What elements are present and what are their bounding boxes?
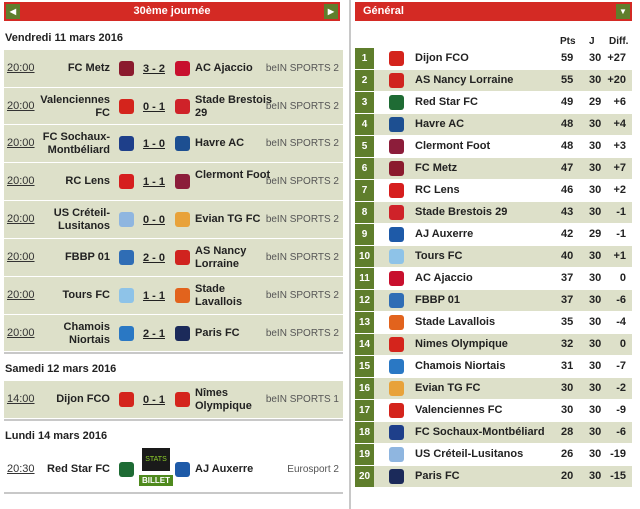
arrow-left-icon[interactable]: ◀	[6, 4, 20, 19]
rank-badge: 16	[355, 378, 374, 399]
rank-badge: 19	[355, 444, 374, 465]
home-team-badge-icon	[119, 174, 134, 189]
standings-row[interactable]	[355, 158, 632, 180]
score-link[interactable]: 1 - 0	[142, 138, 165, 150]
team-crest-icon	[389, 249, 404, 264]
played: 29	[589, 228, 602, 240]
played: 30	[589, 74, 602, 86]
home-team[interactable]: Red Star FC	[47, 463, 110, 475]
score-link[interactable]: 2 - 0	[142, 252, 165, 264]
points: 49	[561, 96, 574, 108]
team-name-link[interactable]: Tours FC	[415, 250, 463, 262]
team-crest-icon	[389, 227, 404, 242]
away-team-badge-icon	[175, 212, 190, 227]
standings-column-headers	[355, 33, 640, 48]
match-row[interactable]	[4, 277, 343, 315]
col-pts[interactable]: Pts	[560, 36, 576, 47]
away-team[interactable]: Stade Brestois 29	[195, 93, 273, 119]
rank-badge: 13	[355, 312, 374, 333]
team-name-link[interactable]: FC Metz	[415, 162, 458, 174]
team-crest-icon	[389, 117, 404, 132]
away-team[interactable]: AJ Auxerre	[195, 463, 254, 475]
standings-row[interactable]	[355, 180, 632, 202]
team-name-link[interactable]: AC Ajaccio	[415, 272, 473, 284]
away-team[interactable]: AS Nancy Lorraine	[195, 245, 247, 270]
score-link[interactable]: 0 - 0	[142, 214, 165, 226]
points: 32	[561, 338, 574, 350]
rank-badge: 15	[355, 356, 374, 377]
team-crest-icon	[389, 337, 404, 352]
home-team[interactable]: FC Metz	[67, 62, 110, 74]
match-time-link[interactable]: 20:30	[7, 463, 35, 475]
score-link[interactable]: 2 - 1	[142, 327, 165, 340]
rank-badge: 6	[355, 158, 374, 179]
score-link[interactable]: 0 - 1	[142, 394, 165, 406]
rank-badge: 12	[355, 290, 374, 311]
match-time-link[interactable]: 20:00	[7, 175, 35, 187]
day-separator	[4, 492, 343, 494]
match-row[interactable]	[4, 201, 343, 239]
team-name-link[interactable]: Stade Brestois 29	[415, 206, 508, 218]
rank-badge: 10	[355, 246, 374, 267]
standings-row[interactable]	[355, 378, 632, 400]
match-time-link[interactable]: 20:00	[7, 289, 35, 301]
home-team-badge-icon	[119, 61, 134, 76]
team-crest-icon	[389, 447, 404, 462]
played: 30	[589, 206, 602, 218]
points: 26	[561, 448, 574, 460]
goal-diff: -19	[610, 448, 626, 460]
team-name-link[interactable]: Chamois Niortais	[415, 360, 506, 372]
match-time-link[interactable]: 20:00	[7, 62, 35, 74]
played: 30	[589, 360, 602, 372]
home-team[interactable]: FBBP 01	[64, 251, 110, 263]
played: 30	[589, 448, 602, 460]
away-team-badge-icon	[175, 288, 190, 303]
standings-table	[355, 48, 640, 488]
points: 30	[561, 382, 574, 394]
points: 40	[561, 250, 574, 262]
home-team-badge-icon	[119, 288, 134, 303]
goal-diff: +2	[613, 184, 626, 196]
goal-diff: 0	[619, 272, 626, 284]
away-team-badge-icon	[175, 462, 190, 477]
team-name-link[interactable]: FBBP 01	[415, 294, 461, 306]
team-crest-icon	[389, 95, 404, 110]
team-name-link[interactable]: Havre AC	[415, 118, 465, 130]
tv-channel: beIN SPORTS 2	[265, 290, 339, 301]
standings-title: Général	[363, 5, 404, 17]
goal-diff: +3	[613, 140, 626, 152]
home-team-badge-icon	[119, 99, 134, 114]
rank-badge: 3	[355, 92, 374, 113]
fixtures-list	[0, 32, 346, 494]
score-link[interactable]: 0 - 1	[142, 100, 165, 113]
day-label: Vendredi 11 mars 2016	[5, 32, 124, 44]
team-crest-icon	[389, 381, 404, 396]
standings-row[interactable]	[355, 400, 632, 422]
goal-diff: -6	[616, 426, 626, 438]
standings-row[interactable]	[355, 466, 632, 488]
goal-diff: -6	[616, 294, 626, 306]
points: 37	[561, 294, 574, 306]
day-label: Samedi 12 mars 2016	[5, 363, 117, 375]
standings-panel	[355, 0, 640, 509]
rank-badge: 14	[355, 334, 374, 355]
standings-row[interactable]	[355, 312, 632, 334]
standings-row[interactable]	[355, 136, 632, 158]
match-time-link[interactable]: 14:00	[7, 393, 35, 405]
score-link[interactable]: 1 - 1	[142, 290, 165, 302]
away-team[interactable]: Evian TG FC	[195, 213, 261, 225]
home-team[interactable]: RC Lens	[65, 175, 110, 187]
rank-badge: 9	[355, 224, 374, 245]
round-title: 30ème journée	[133, 5, 211, 17]
standings-row[interactable]	[355, 114, 632, 136]
fixtures-header	[4, 2, 340, 21]
match-row[interactable]	[4, 88, 343, 125]
match-row[interactable]	[4, 315, 343, 352]
away-team[interactable]: Clermont Foot	[195, 169, 271, 181]
tv-channel: beIN SPORTS 2	[265, 100, 339, 112]
rank-badge: 8	[355, 202, 374, 223]
goal-diff: -15	[610, 470, 626, 482]
stats-button[interactable]: STATS	[142, 448, 170, 471]
team-crest-icon	[389, 205, 404, 220]
points: 46	[561, 184, 574, 196]
away-team-badge-icon	[175, 250, 190, 265]
team-crest-icon	[389, 183, 404, 198]
goal-diff: +27	[607, 52, 626, 64]
rank-badge: 11	[355, 268, 374, 289]
points: 37	[561, 272, 574, 284]
score-link[interactable]: 3 - 2	[142, 63, 165, 75]
home-team-badge-icon	[119, 462, 134, 477]
away-team-badge-icon	[175, 326, 190, 341]
team-name-link[interactable]: Evian TG FC	[415, 382, 481, 394]
rank-badge: 20	[355, 466, 374, 487]
match-time-link[interactable]: 20:00	[7, 213, 35, 225]
rank-badge: 1	[355, 48, 374, 69]
team-crest-icon	[389, 469, 404, 484]
tv-channel: beIN SPORTS 1	[265, 394, 339, 405]
team-name-link[interactable]: AS Nancy Lorraine	[415, 74, 514, 86]
standings-row[interactable]	[355, 224, 632, 246]
tv-channel: beIN SPORTS 2	[265, 63, 339, 74]
match-time-link[interactable]: 20:00	[7, 326, 35, 339]
played: 30	[589, 382, 602, 394]
standings-row[interactable]	[355, 48, 632, 70]
away-team[interactable]: AC Ajaccio	[195, 62, 253, 74]
away-team[interactable]: Stade Lavallois	[195, 283, 243, 308]
home-team[interactable]: Dijon FCO	[56, 393, 110, 405]
chevron-down-icon[interactable]: ▼	[616, 4, 630, 19]
points: 47	[561, 162, 574, 174]
rank-badge: 7	[355, 180, 374, 201]
goal-diff: -4	[616, 316, 626, 328]
away-team[interactable]: Havre AC	[195, 137, 245, 149]
points: 30	[561, 404, 574, 416]
tv-channel: beIN SPORTS 2	[265, 214, 339, 225]
match-row[interactable]	[4, 381, 343, 419]
points: 35	[561, 316, 574, 328]
tv-channel: Eurosport 2	[287, 464, 339, 475]
away-team-badge-icon	[175, 174, 190, 189]
home-team[interactable]: Valenciennes FC	[40, 93, 110, 119]
match-time-link[interactable]: 20:00	[7, 99, 35, 112]
match-row[interactable]	[4, 448, 343, 492]
away-team[interactable]: Nîmes Olympique	[195, 387, 252, 412]
goal-diff: -7	[616, 360, 626, 372]
rank-badge: 4	[355, 114, 374, 135]
goal-diff: -1	[616, 228, 626, 240]
match-row[interactable]	[4, 163, 343, 201]
team-name-link[interactable]: AJ Auxerre	[415, 228, 474, 240]
away-team-badge-icon	[175, 392, 190, 407]
played: 29	[589, 96, 602, 108]
rank-badge: 17	[355, 400, 374, 421]
played: 30	[589, 250, 602, 262]
goal-diff: -9	[616, 404, 626, 416]
ticket-button[interactable]: BILLET	[139, 475, 173, 486]
goal-diff: +20	[607, 74, 626, 86]
away-team-badge-icon	[175, 61, 190, 76]
day-separator	[4, 352, 343, 354]
goal-diff: +1	[613, 250, 626, 262]
team-crest-icon	[389, 73, 404, 88]
match-row[interactable]	[4, 50, 343, 88]
played: 30	[589, 184, 602, 196]
standings-row[interactable]	[355, 246, 632, 268]
rank-badge: 2	[355, 70, 374, 91]
goal-diff: -2	[616, 382, 626, 394]
team-crest-icon	[389, 161, 404, 176]
played: 30	[589, 118, 602, 130]
goal-diff: +4	[613, 118, 626, 130]
tv-channel: beIN SPORTS 2	[265, 327, 339, 339]
standings-row[interactable]	[355, 268, 632, 290]
points: 31	[561, 360, 574, 372]
team-name-link[interactable]: RC Lens	[415, 184, 460, 196]
goal-diff: -1	[616, 206, 626, 218]
team-crest-icon	[389, 403, 404, 418]
home-team-badge-icon	[119, 326, 134, 341]
points: 55	[561, 74, 574, 86]
played: 30	[589, 338, 602, 350]
team-crest-icon	[389, 271, 404, 286]
standings-row[interactable]	[355, 422, 632, 444]
standings-row[interactable]	[355, 356, 632, 378]
team-name-link[interactable]: US Créteil-Lusitanos	[415, 448, 524, 460]
home-team-badge-icon	[119, 212, 134, 227]
team-crest-icon	[389, 139, 404, 154]
day-separator	[4, 419, 343, 421]
played: 30	[589, 140, 602, 152]
points: 48	[561, 118, 574, 130]
standings-row[interactable]	[355, 444, 632, 466]
played: 30	[589, 316, 602, 328]
played: 30	[589, 294, 602, 306]
team-crest-icon	[389, 293, 404, 308]
home-team-badge-icon	[119, 392, 134, 407]
home-team-badge-icon	[119, 136, 134, 151]
played: 30	[589, 162, 602, 174]
home-team[interactable]: Tours FC	[62, 289, 110, 301]
team-name-link[interactable]: Red Star FC	[415, 96, 478, 108]
standings-row[interactable]	[355, 334, 632, 356]
points: 42	[561, 228, 574, 240]
rank-badge: 5	[355, 136, 374, 157]
team-crest-icon	[389, 315, 404, 330]
tv-channel: beIN SPORTS 2	[265, 138, 339, 149]
played: 30	[589, 272, 602, 284]
away-team-badge-icon	[175, 136, 190, 151]
rank-badge: 18	[355, 422, 374, 443]
team-crest-icon	[389, 51, 404, 66]
points: 43	[561, 206, 574, 218]
day-label: Lundi 14 mars 2016	[5, 430, 108, 442]
goal-diff: +7	[613, 162, 626, 174]
points: 20	[561, 470, 574, 482]
team-crest-icon	[389, 425, 404, 440]
played: 30	[589, 426, 602, 438]
match-time-link[interactable]: 20:00	[7, 251, 35, 263]
standings-row[interactable]	[355, 70, 632, 92]
standings-row[interactable]	[355, 92, 632, 114]
points: 59	[561, 52, 574, 64]
team-crest-icon	[389, 359, 404, 374]
col-diff[interactable]: Diff.	[609, 36, 629, 47]
points: 28	[561, 426, 574, 438]
tv-channel: beIN SPORTS 2	[265, 252, 339, 263]
team-name-link[interactable]: FC Sochaux-Montbéliard	[415, 426, 545, 438]
away-team[interactable]: Paris FC	[195, 326, 240, 339]
goal-diff: 0	[619, 338, 626, 350]
score-link[interactable]: 1 - 1	[142, 176, 165, 188]
team-name-link[interactable]: Nimes Olympique	[415, 338, 508, 350]
home-team[interactable]: US Créteil-Lusitanos	[53, 207, 110, 232]
match-row[interactable]	[4, 125, 343, 163]
goal-diff: +6	[613, 96, 626, 108]
home-team[interactable]: FC Sochaux-Montbéliard	[42, 131, 110, 156]
team-name-link[interactable]: Stade Lavallois	[415, 316, 496, 328]
team-name-link[interactable]: Dijon FCO	[415, 52, 469, 64]
standings-row[interactable]	[355, 202, 632, 224]
team-name-link[interactable]: Valenciennes FC	[415, 404, 503, 416]
tv-channel: beIN SPORTS 2	[265, 176, 339, 187]
away-team-badge-icon	[175, 99, 190, 114]
played: 30	[589, 52, 602, 64]
team-name-link[interactable]: Paris FC	[415, 470, 460, 482]
home-team[interactable]: Chamois Niortais	[63, 320, 110, 346]
home-team-badge-icon	[119, 250, 134, 265]
panel-divider	[349, 0, 351, 509]
arrow-right-icon[interactable]: ▶	[324, 4, 338, 19]
standings-row[interactable]	[355, 290, 632, 312]
col-j[interactable]: J	[589, 36, 595, 47]
points: 48	[561, 140, 574, 152]
standings-header[interactable]	[355, 2, 632, 21]
team-name-link[interactable]: Clermont Foot	[415, 140, 491, 152]
played: 30	[589, 404, 602, 416]
match-time-link[interactable]: 20:00	[7, 137, 35, 149]
match-row[interactable]	[4, 239, 343, 277]
played: 30	[589, 470, 602, 482]
